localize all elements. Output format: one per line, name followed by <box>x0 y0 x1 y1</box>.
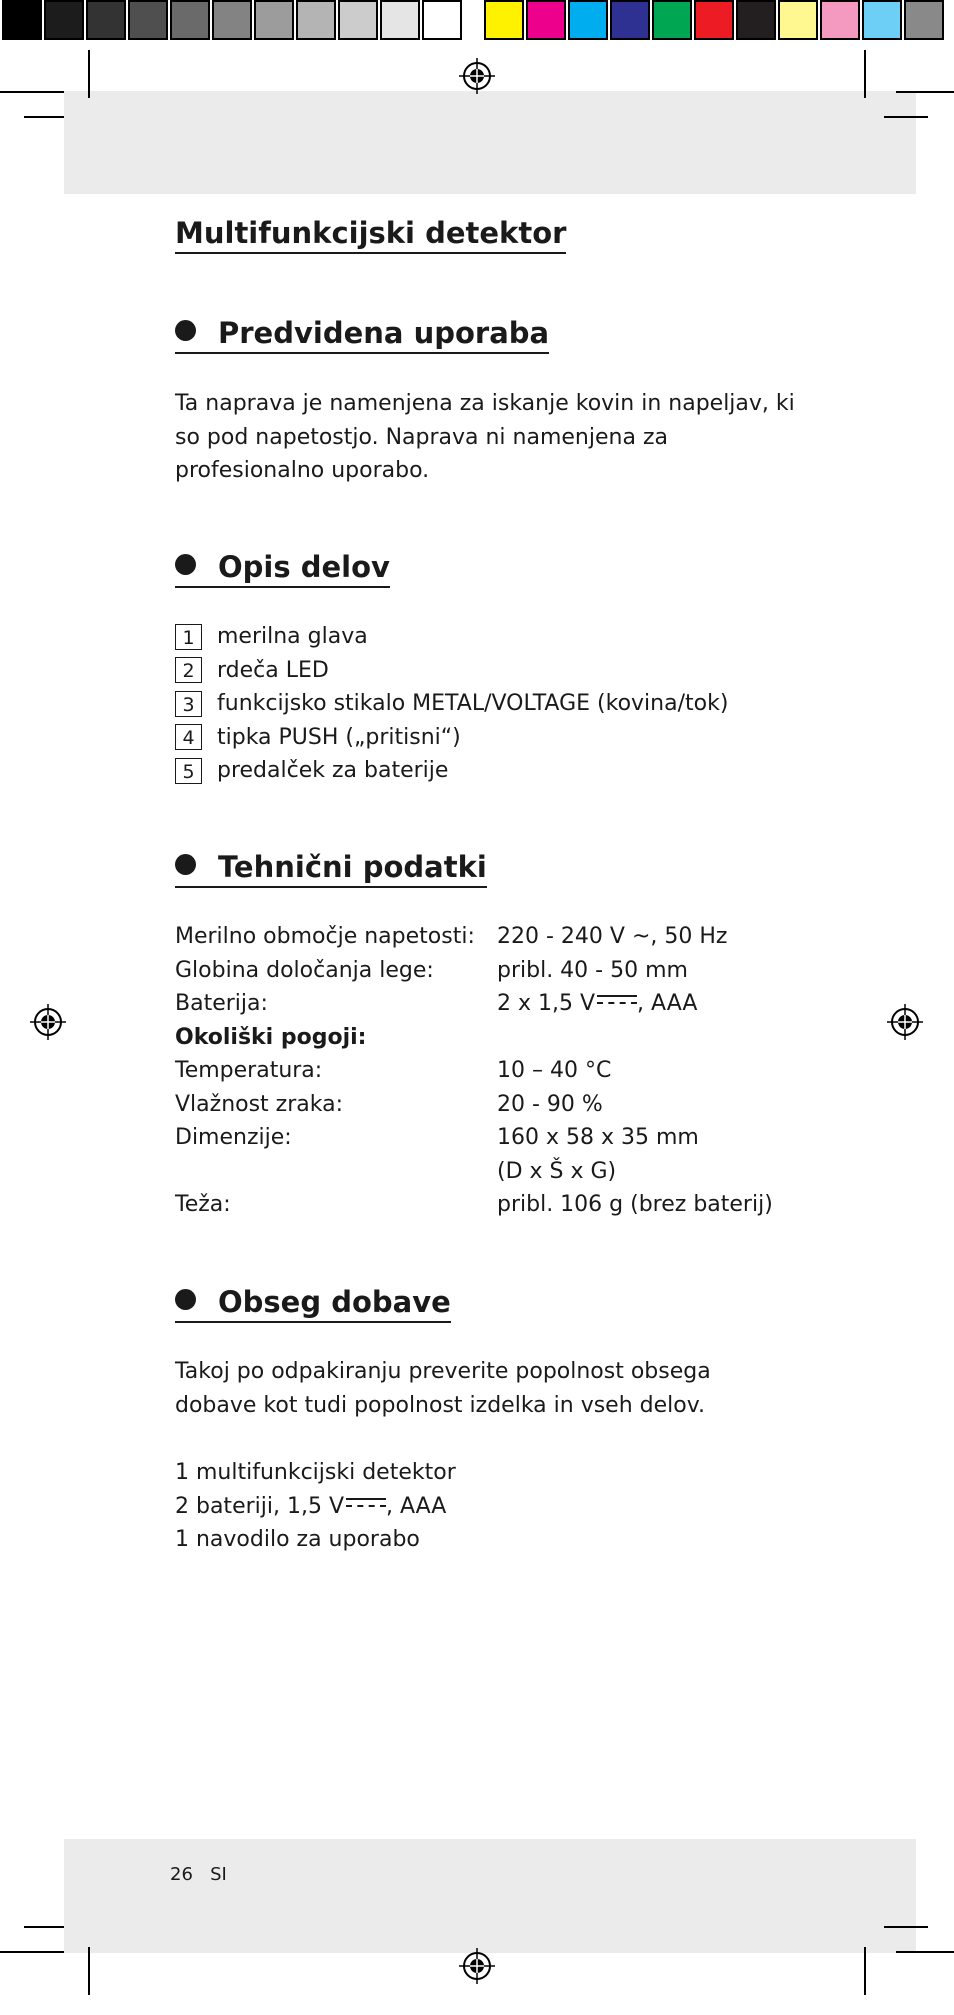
gray-color-bar <box>2 0 464 44</box>
table-row: Merilno območje napetosti: 220 - 240 V ~, 50 Hz <box>175 924 728 949</box>
section-heading-intended-use: Predvidena uporaba <box>175 314 549 352</box>
header-band <box>64 91 916 194</box>
section-heading-parts: Opis delov <box>175 548 390 586</box>
crop-mark <box>0 1951 64 1953</box>
supply-text: Takoj po odpakiranju preverite popolnost obsega dobave kot tudi popolnost izdelka in vseh delov. <box>175 1359 711 1418</box>
list-item: 2 bateriji, 1,5 V , AAA <box>175 1493 447 1519</box>
section-heading-supply: Obseg dobave <box>175 1283 451 1321</box>
color-swatch <box>862 0 902 40</box>
bullet-icon <box>175 554 196 575</box>
crop-mark <box>896 1951 954 1953</box>
specs-table <box>175 920 773 1222</box>
color-swatch <box>652 0 692 40</box>
table-row: Okoliški pogoji: <box>175 1024 367 1050</box>
list-item: 2 rdeča LED <box>175 654 728 688</box>
crop-mark <box>864 50 866 98</box>
table-row: (D x Š x G) <box>497 1158 617 1184</box>
part-number: 3 <box>175 691 202 717</box>
bullet-icon <box>175 320 196 341</box>
gray-swatch <box>44 0 84 40</box>
gray-swatch <box>422 0 462 40</box>
registration-mark-icon <box>30 1004 66 1040</box>
gray-swatch <box>338 0 378 40</box>
crop-mark <box>884 116 928 118</box>
registration-mark-icon <box>459 58 495 94</box>
table-row: Vlažnost zraka: 20 - 90 % <box>175 1091 603 1117</box>
list-item: 3 funkcijsko stikalo METAL/VOLTAGE (kovina/tok) <box>175 687 728 721</box>
gray-swatch <box>254 0 294 40</box>
color-swatch <box>526 0 566 40</box>
list-item: 1 multifunkcijski detektor <box>175 1460 456 1485</box>
list-item: 1 merilna glava <box>175 620 728 654</box>
dc-symbol-icon <box>597 993 637 1007</box>
footer-band <box>64 1839 916 1953</box>
gray-swatch <box>212 0 252 40</box>
color-swatch <box>736 0 776 40</box>
part-number: 1 <box>175 624 202 650</box>
page-title: Multifunkcijski detektor <box>175 214 566 252</box>
list-item: 4 tipka PUSH („pritisni“) <box>175 721 728 755</box>
color-swatch <box>904 0 944 40</box>
parts-list <box>175 620 728 788</box>
table-row: Teža: pribl. 106 g (brez baterij) <box>175 1192 773 1217</box>
table-row: Globina določanja lege: pribl. 40 - 50 mm <box>175 957 688 983</box>
color-swatch <box>568 0 608 40</box>
gray-swatch <box>380 0 420 40</box>
part-number: 4 <box>175 724 202 750</box>
color-swatch <box>484 0 524 40</box>
crop-mark <box>864 1947 866 1995</box>
crop-mark <box>884 1926 928 1928</box>
crop-mark <box>88 50 90 98</box>
gray-swatch <box>86 0 126 40</box>
crop-mark <box>24 116 64 118</box>
gray-swatch <box>296 0 336 40</box>
crop-mark <box>0 91 64 93</box>
gray-swatch <box>2 0 42 40</box>
crop-mark <box>88 1947 90 1995</box>
gray-swatch <box>128 0 168 40</box>
bullet-icon <box>175 1289 196 1310</box>
list-item: 1 navodilo za uporabo <box>175 1527 420 1552</box>
color-swatch <box>778 0 818 40</box>
table-row: Temperatura: 10 – 40 °C <box>175 1058 612 1083</box>
section-heading-specs: Tehnični podatki <box>175 848 487 886</box>
crop-mark <box>24 1926 64 1928</box>
list-item: 5 predalček za baterije <box>175 754 728 788</box>
part-number: 2 <box>175 657 202 683</box>
gray-swatch <box>170 0 210 40</box>
dc-symbol-icon <box>346 1496 386 1510</box>
bullet-icon <box>175 854 196 875</box>
registration-mark-icon <box>887 1004 923 1040</box>
color-swatch <box>610 0 650 40</box>
process-color-bar <box>484 0 946 44</box>
registration-mark-icon <box>459 1948 495 1984</box>
intended-use-text: Ta naprava je namenjena za iskanje kovin in napeljav, ki so pod napetostjo. Naprava ni namenjena za profesionalno uporabo. <box>175 391 795 483</box>
color-swatch <box>820 0 860 40</box>
table-row: Baterija: 2 x 1,5 V , AAA <box>175 991 698 1016</box>
color-swatch <box>694 0 734 40</box>
page-number: 26 SI <box>170 1864 227 1885</box>
table-row: Dimenzije: 160 x 58 x 35 mm <box>175 1125 699 1150</box>
part-number: 5 <box>175 758 202 784</box>
supply-list <box>175 1456 456 1557</box>
crop-mark <box>896 91 954 93</box>
